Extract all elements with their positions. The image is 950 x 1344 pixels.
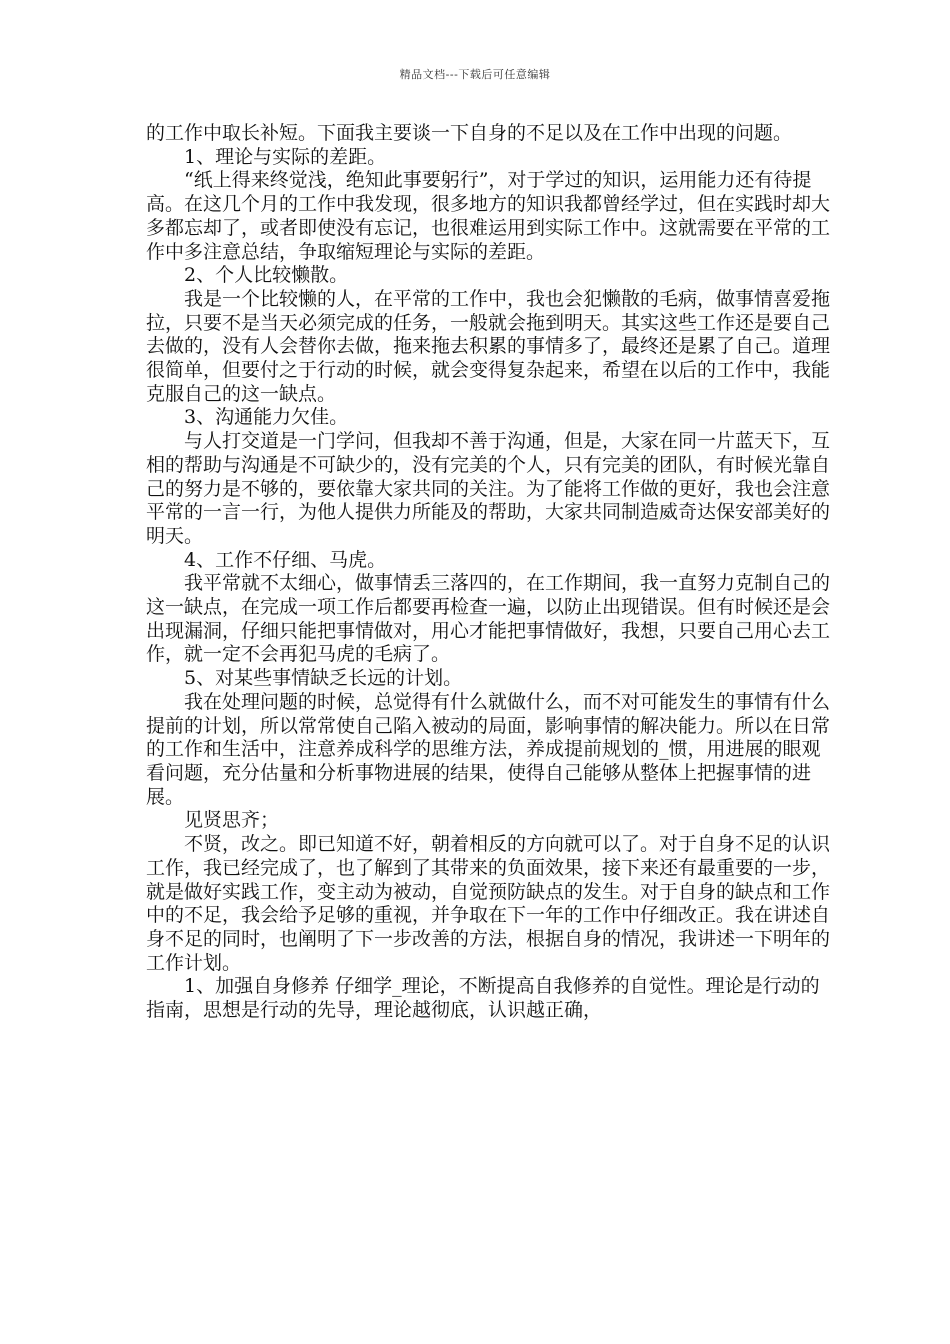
section-heading: 4、工作不仔细、马虎。 xyxy=(184,548,387,571)
paragraph: 与人打交道是一门学问，但我却不善于沟通，但是，大家在同一片蓝天下，互相的帮助与沟通是不可缺少的，没有完美的个人，只有完美的团队，有时候光靠自己的努力是不够的，要依靠大家共同的关注。为了能将工作做的更好，我也会注意平常的一言一行，为他人提供力所能及的帮助，大家共同制造威奇达保安部美好的明天。 xyxy=(146,430,831,547)
paragraph: 1、加强自身修养 仔细学_理论，不断提高自我修养的自觉性。理论是行动的指南，思想是行动的先导，理论越彻底，认识越正确， xyxy=(146,975,820,1022)
paragraph: 的工作中取长补短。下面我主要谈一下自身的不足以及在工作中出现的问题。 xyxy=(146,122,793,144)
document-body xyxy=(146,122,836,1023)
paragraph: 我是一个比较懒的人，在平常的工作中，我也会犯懒散的毛病，做事情喜爱拖拉，只要不是当天必须完成的任务，一般就会拖到明天。其实这些工作还是要自己去做的，没有人会替你去做，拖来拖去积累的事情多了，最终还是累了自己。道理很简单，但要付之于行动的时候，就会变得复杂起来，希望在以后的工作中，我能克服自己的这一缺点。 xyxy=(146,287,831,405)
page-header: 精品文档---下载后可任意编辑 xyxy=(399,68,551,81)
paragraph: “纸上得来终觉浅，绝知此事要躬行”，对于学过的知识，运用能力还有待提高。在这几个月的工作中我发现，很多地方的知识我都曾经学过，但在实践时却大多都忘却了，或者即使没有忘记，也很难运用到实际工作中。这就需要在平常的工作中多注意总结，争取缩短理论与实际的差距。 xyxy=(146,169,831,263)
section-heading: 1、理论与实际的差距。 xyxy=(184,145,387,168)
section-heading: 5、对某些事情缺乏长远的计划。 xyxy=(184,667,463,690)
paragraph: 我平常就不太细心，做事情丢三落四的，在工作期间，我一直努力克制自己的这一缺点，在完成一项工作后都要再检查一遍，以防止出现错误。但有时候还是会出现漏洞，仔细只能把事情做对，用心才能把事情做好，我想，只要自己用心去工作，就一定不会再犯马虎的毛病了。 xyxy=(146,572,831,666)
paragraph: 我在处理问题的时候，总觉得有什么就做什么，而不对可能发生的事情有什么提前的计划，所以常常使自己陷入被动的局面，影响事情的解决能力。所以在日常的工作和生活中，注意养成科学的思维方法，养成提前规划的_惯，用进展的眼观看问题，充分估量和分析事物进展的结果，使得自己能够从整体上把握事情的进展。 xyxy=(146,690,831,808)
section-heading: 2、个人比较懒散。 xyxy=(184,264,349,287)
section-heading: 3、沟通能力欠佳。 xyxy=(184,406,349,429)
paragraph: 见贤思齐； xyxy=(184,809,280,832)
paragraph: 不贤，改之。即已知道不好，朝着相反的方向就可以了。对于自身不足的认识工作，我已经完成了，也了解到了其带来的负面效果，接下来还有最重要的一步，就是做好实践工作，变主动为被动，自觉预防缺点的发生。对于自身的缺点和工作中的不足，我会给予足够的重视，并争取在下一年的工作中仔细改正。我在讲述自身不足的同时，也阐明了下一步改善的方法，根据自身的情况，我讲述一下明年的工作计划。 xyxy=(146,833,831,974)
